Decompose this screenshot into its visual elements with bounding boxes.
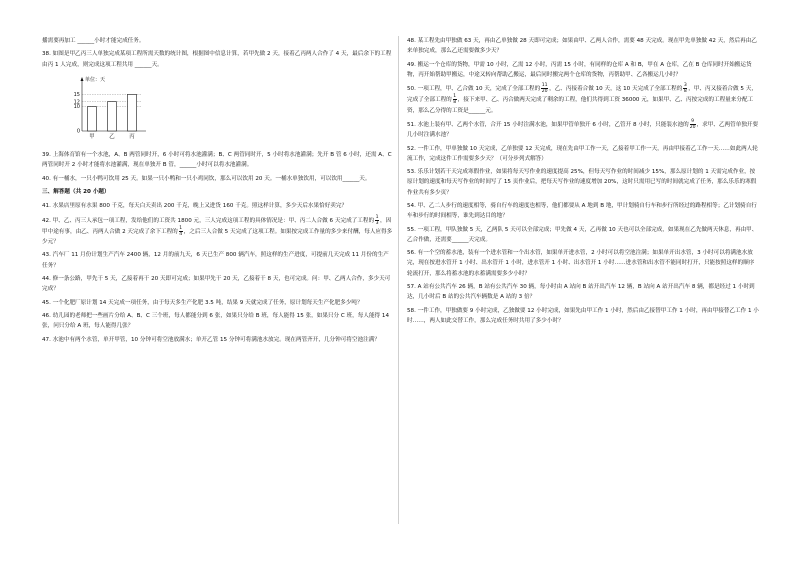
x-tick-label-丙: 丙 [129,133,135,140]
bar-chart [62,73,152,145]
question-43: 43. 汽车厂 11 月份计划生产汽车 2400 辆，12 月的前九天，6 天已生产 800 辆汽车，照这样的生产进度，可提前几天完成 11 月份的生产任务？ [42,252,389,269]
question-42: 42. 甲、乙、丙三人承包一项工程，发给他们的工资共 1800 元，三人完成这项工程的具体情况是：甲、丙二人合做 6 天完成了工程的 $\frac{1}{3}$ ，因甲中途有事，由乙、丙两人合做 2 天完成了余下工程的 $\frac{1}{4}$ ，之后三人合做 5 天完成了这项工程。如果按完成工作量的多少来付酬，每人应得多少元？ [42,214,393,245]
x-tick-label-乙: 乙 [109,133,115,140]
question-58: 58. 一件工作，甲独做要 9 小时完成，乙独做要 12 小时完成，如果先由甲工作 1 小时，然后由乙接替甲工作 1 小时，再由甲接替乙工作 1 小时……，两人如此交替工作，那么完成任务时共用了多少小时？ [407,307,759,324]
question-54: 54. 甲、乙二人步行的速度相等，骑自行车的速度也相等，他们都要从 A 地到 B 地，甲计划骑自行车和步行所经过的路程相等；乙计划骑自行车和步行的时间相等，谁先到达目的地？ [407,202,757,220]
fraction-1-8: $\frac{1}{8}$ [453,94,457,106]
fraction-11-20: $\frac{11}{20}$ [541,83,548,95]
bar-甲 [88,107,97,131]
fraction-9-20: $\frac{9}{20}$ [689,118,696,130]
fraction-3-8: $\frac{3}{8}$ [683,83,687,95]
question-40: 40. 有一桶水，一只小鸭可饮用 25 天。如果一只小鸭和一只小鸡同饮，那么可以饮用 20 天。一桶水单独饮用，可以饮用______天。 [42,175,371,182]
section-heading: 三、解答题（共 20 小题） [42,188,110,195]
question-50: 50. 一项工程，甲、乙合做 10 天，完成了全部工程的 $\frac{11}{20}$ ，乙、丙接着合做 10 天，这 10 天完成了全部工程的 $\frac{3}{8}$ ，甲、丙又接着合做 5 天，完成了全部工程的 $\frac{1}{8}$ ，接下来甲、乙、丙合做两天完成了剩余的工程，他们共得到工资 36000 元，如果甲、乙、丙按完成的工程量来分配工资，那么乙分得的工资是______元。 [407,83,757,114]
bar-chart-svg [62,73,152,145]
question-46: 46. 幼儿园的老师把一些画片分给 A、B、C 三个班，每人都能分到 6 张，如果只分给 B 班，每人能得 15 张，如果只分 C 班，每人能得 14 张，问只分给 A 班，每人能得几张？ [42,312,390,330]
question-57: 57. A 站有公共汽车 26 辆，B 站有公共汽车 30 辆，每小时由 A 站向 B 站开出汽车 12 辆，B 站向 A 站开出汽车 8 辆，都是经过 1 小时到达，几小时后 B 站的公共汽车辆数是 A 站的 3 倍？ [407,283,755,301]
y-tick-label-0: 0 [76,128,80,135]
fraction-one-quarter: $\frac{1}{4}$ [179,225,183,237]
left-column [42,36,394,348]
y-tick-label-15: 15 [73,91,80,98]
bar-乙 [108,102,117,131]
question-48: 48. 某工程先由甲独做 63 天，再由乙单独做 28 天即可完成；如果由甲、乙两人合作，需要 48 天完成。现在甲先单独做 42 天，然后再由乙来单独完成，那么乙还需要做多少天？ [407,38,757,55]
y-tick-label-10: 10 [73,104,80,111]
question-47: 47. 水池中有两个水管，单开甲管，10 分钟可将空池放满水；单开乙管 15 分钟可将满池水放完。现在两管齐开，几分钟可将空池注满？ [42,336,380,343]
question-37-tail: 播需要再加工 ______小时才能完成任务。 [42,38,145,44]
fraction-one-third: $\frac{1}{3}$ [375,214,379,226]
question-44: 44. 修一条公路，甲先干 5 天，乙接着再干 20 天即可完成；如果甲先干 20 天，乙接着干 8 天，也可完成。问：甲、乙两人合作，多少天可完成？ [42,275,391,293]
question-45: 45. 一个化肥厂原计划 14 天完成一项任务，由于每天多生产化肥 3.5 吨，结果 9 天就完成了任务，原计划每天生产化肥多少吨？ [42,299,363,306]
question-56: 56. 有一个空的蓄水池，装有一个进水管和一个出水管，如果单开进水管，2 小时可以将空池注满；如果单开出水管，3 小时可以将满池水放完，现在按进水管开 1 小时、出水管开 1 小时，进水管开 1 小时、出水管开 1 小时……进水管和出水管不能同时打开，只能按照这样的顺序轮流打开，那么将蓄水池的水蓄满需要多少小时？ [407,250,755,277]
question-53: 53. 乐乐计划若干天完成寒假作业，如果将每天写作业的速度提高 25%，但每天写作业的时间减少 15%，那么原计划的 1 天需完成作业，按原计划的速度和每天写作业的时间写了 15 页作业后，把每天写作业的速度增加 20%，这时只需用已写的时间就完成了任务，那么乐乐的寒假作业共有多少页？ [407,169,757,196]
question-41: 41. 水果店里原有水果 800 千克，每天白天卖出 200 千克，晚上又进货 160 千克。照这样计算，多少天后水果恰好卖完？ [42,203,348,210]
right-column [407,36,759,329]
y-axis-label: 单位：天 [85,76,106,83]
y-axis-arrow [81,77,84,81]
x-tick-label-甲: 甲 [89,133,95,140]
question-52: 52. 一件工作，甲单独做 10 天完成，乙单独要 12 天完成，现在先由甲工作一天，乙接着甲工作一天，再由甲接着乙工作一天……如此两人轮流工作，完成这件工作需要多少天？（可分步列式解答） [407,145,758,162]
question-39: 39. 上海体育馆有一个水池，A、B 两管同时开，6 小时可将水池灌满；B、C 两管同时开，5 小时将水池灌满；先开 B 管 6 小时，还需 A、C 两管同时开 2 小时才能将水池灌满，现在单独开 B 管，______小时可以将水池灌满。 [42,151,392,169]
column-divider [398,36,399,524]
y-tick-label-12: 12 [73,99,80,106]
question-49: 49. 搬运一个仓库的货物，甲需 10 小时，乙需 12 小时，丙需 15 小时，有同样的仓库 A 和 B，甲在 A 仓库，乙在 B 仓库同时开始搬运货物，丙开始帮助甲搬运，中途又转向帮助乙搬运，最后同时搬完两个仓库的货物，丙帮助甲、乙各搬运几小时？ [407,61,752,78]
question-38: 38. 如图是甲乙丙三人单独完成某项工程所需天数的统计图，根据图中信息计算，若甲先做 2 天，接着乙丙两人合作了 4 天，最后余下的工程由丙 1 人完成，则完成这项工程共用 ______天。 [42,51,392,68]
question-55: 55. 一项工程，甲队独做 5 天，乙两队 5 天可以全部完成；甲先做 4 天，乙再做 10 天也可以全部完成，如果现在乙先做两天休息，再由甲、乙合作做，还需要______天完成。 [407,226,758,243]
question-51: 51. 水池上装有甲、乙两个水管，合开 15 小时注满水池，如果甲管单独开 6 小时，乙管开 8 小时，只能装水池的 $\frac{9}{20}$ ，求甲、乙两管单独开要几小时注满水池？ [407,118,759,139]
bar-丙 [128,94,137,131]
